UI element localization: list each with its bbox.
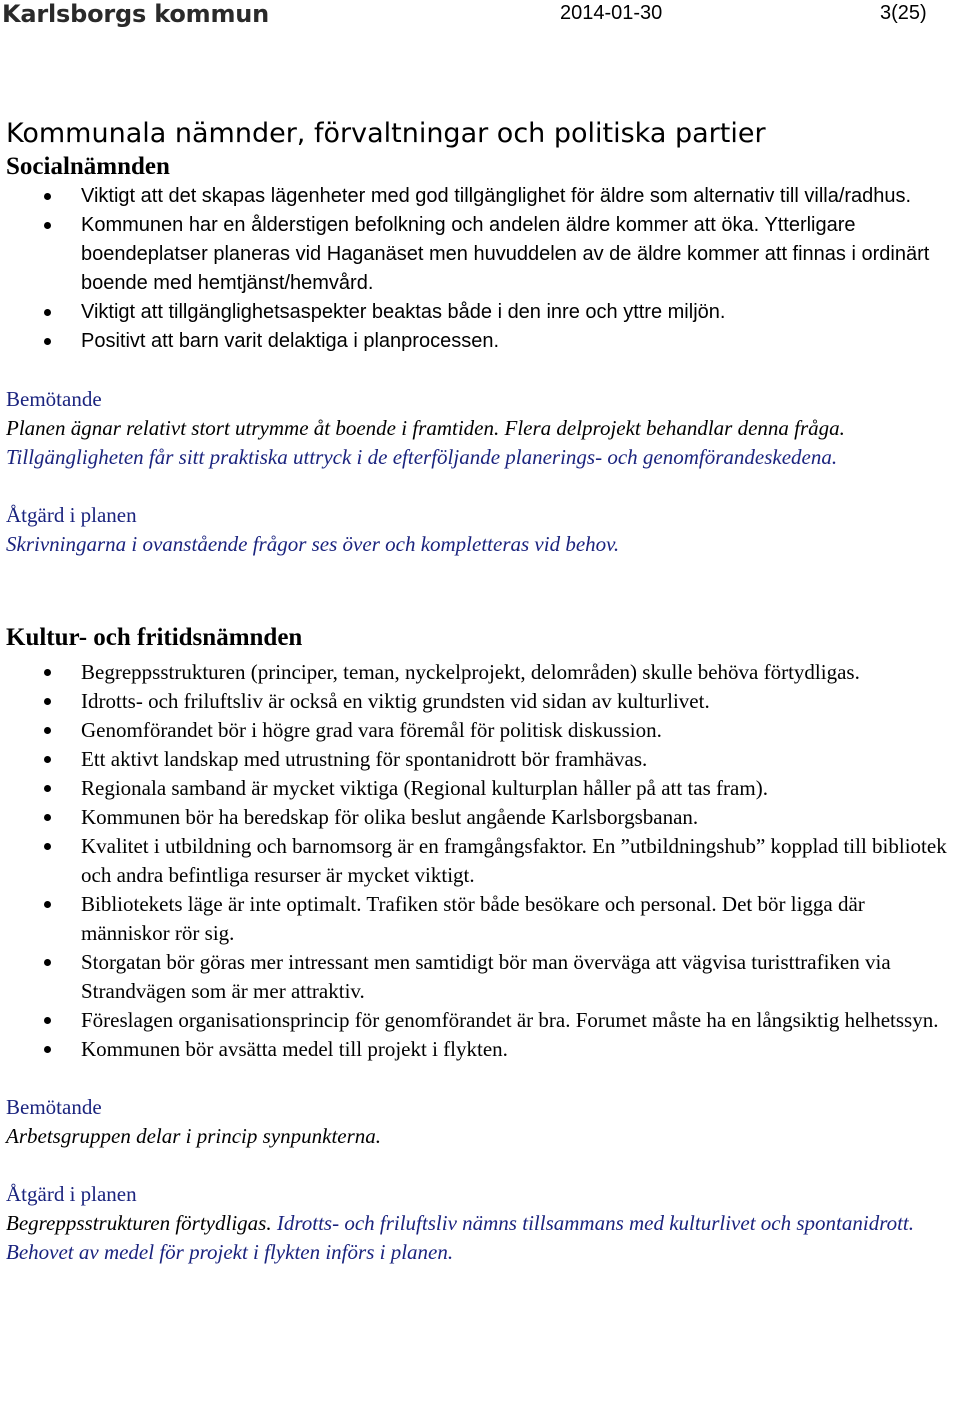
action-text: Skrivningarna i ovanstående frågor ses över och kompletteras vid behov. (6, 532, 620, 556)
action-text-part: Begreppsstrukturen förtydligas. (6, 1211, 272, 1235)
list-item: Kommunen har en ålderstigen befolkning och andelen äldre kommer att öka. Ytterligare boendeplatser planeras vid Haganäset men huvuddelen av de äldre kommer att finnas i ordinärt boende med hemtjänst/hemvård. (6, 211, 956, 298)
list-item: Viktigt att det skapas lägenheter med god tillgänglighet för äldre som alternativ till villa/radhus. (6, 182, 956, 211)
bullet-list (6, 658, 956, 1064)
bullet-list (6, 182, 956, 356)
response-text-part: Tillgängligheten får sitt praktiska uttryck i de efterföljande planerings- och genomförandeskedena. (6, 445, 838, 469)
municipality-logo: Karlsborgs kommun (2, 0, 270, 28)
response-text: Arbetsgruppen delar i princip synpunkterna. (6, 1124, 382, 1148)
list-item: Ett aktivt landskap med utrustning för spontanidrott bör framhävas. (6, 745, 956, 774)
list-item: Kommunen bör ha beredskap för olika beslut angående Karlsborgsbanan. (6, 803, 956, 832)
list-item: Begreppsstrukturen (principer, teman, nyckelprojekt, delområden) skulle behöva förtydligas. (6, 658, 956, 687)
list-item: Kommunen bör avsätta medel till projekt i flykten. (6, 1035, 956, 1064)
list-item: Storgatan bör göras mer intressant men samtidigt bör man överväga att vägvisa turisttrafiken via Strandvägen som är mer attraktiv. (6, 948, 956, 1006)
response-label: Bemötande (6, 1095, 102, 1119)
action-label: Åtgärd i planen (6, 1182, 137, 1206)
list-item: Viktigt att tillgänglighetsaspekter beaktas både i den inre och yttre miljön. (6, 298, 956, 327)
page-number: 3(25) (880, 2, 927, 24)
document-body (6, 116, 956, 1267)
document-title: Kommunala nämnder, förvaltningar och politiska partier (6, 118, 766, 149)
response-label: Bemötande (6, 387, 102, 411)
list-item: Föreslagen organisationsprincip för genomförandet är bra. Forumet måste ha en långsiktig helhetssyn. (6, 1006, 956, 1035)
action-text-part: Idrotts- och friluftsliv nämns tillsammans med kulturlivet och spontanidrott. Behovet av medel för projekt i flykten införs i planen. (6, 1211, 915, 1264)
section-heading-socialnamnden: Socialnämnden (6, 153, 170, 180)
list-item: Positivt att barn varit delaktiga i planprocessen. (6, 327, 956, 356)
list-item: Idrotts- och friluftsliv är också en viktig grundsten vid sidan av kulturlivet. (6, 687, 956, 716)
list-item: Regionala samband är mycket viktiga (Regional kulturplan håller på att tas fram). (6, 774, 956, 803)
document-date: 2014-01-30 (560, 2, 663, 24)
action-label: Åtgärd i planen (6, 503, 137, 527)
section-heading-kultur-och-fritidsnamnden: Kultur- och fritidsnämnden (6, 624, 303, 651)
response-text-part: Planen ägnar relativt stort utrymme åt boende i framtiden. Flera delprojekt behandlar denna fråga. (6, 416, 845, 440)
list-item: Kvalitet i utbildning och barnomsorg är en framgångsfaktor. En ”utbildningshub” kopplad till bibliotek och andra befintliga resurser är mycket viktigt. (6, 832, 956, 890)
page-header (0, 0, 960, 30)
action-text (6, 1209, 956, 1267)
response-text (6, 414, 956, 472)
list-item: Genomförandet bör i högre grad vara föremål för politisk diskussion. (6, 716, 956, 745)
list-item: Bibliotekets läge är inte optimalt. Trafiken stör både besökare och personal. Det bör ligga där människor rör sig. (6, 890, 956, 948)
